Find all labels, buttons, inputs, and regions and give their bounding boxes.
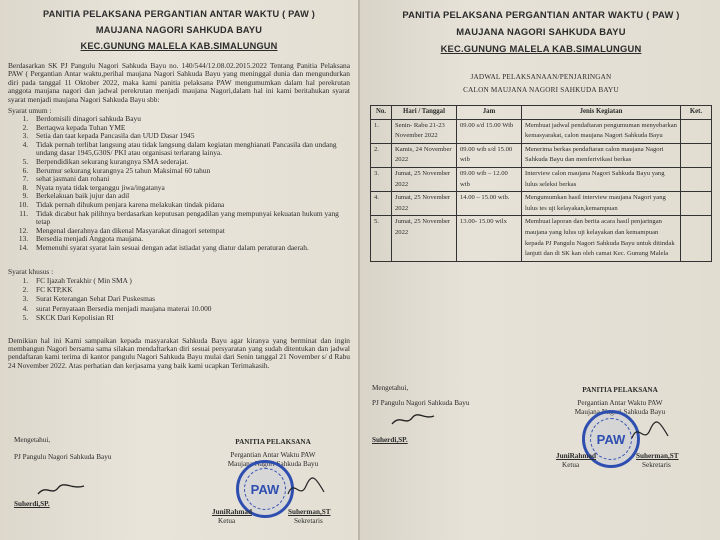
pj-name: Suherdi,SP. (14, 500, 50, 508)
syarat-umum-label: Syarat umum : (8, 106, 52, 116)
right-header (370, 6, 712, 57)
signature-mark (630, 418, 670, 446)
table-header-row (371, 106, 712, 120)
ketua-name: JuniRahmad (556, 452, 596, 460)
intro-paragraph: Berdasarkan SK PJ Pangulu Nagori Sahkuda Bayu no. 140/544/12.08.02.2015.2022 Tentang Panitia Pelaksana PAW ( Pergantian Antar waktu,perihal maujana Nagori Sahkuda Bayu yang meninggal dunia dan mengundurkan diri pada tanggal 11 Oktober 2022, maka kami panitia pelaksana PAW mengumumkan dalam hal perekrutan anggota maujana nagori dan jadwal perekrutan menjadi maujana Nagori,dalam hal ini kami beritahukan syarat syarat menjadi maujana Nagori Sahkuda Bayu sbb: (8, 61, 350, 104)
mengetahui-label: Mengetahui, (14, 436, 51, 444)
panitia-title: PANITIA PELAKSANA (582, 386, 658, 394)
list-item: 2. Bertaqwa kepada Tuhan YME (30, 124, 350, 133)
mengetahui-label: Mengetahui, (372, 384, 409, 392)
col-hari: Hari / Tanggal (392, 106, 457, 120)
pj-title: PJ Pangulu Nagori Sahkuda Bayu (14, 453, 112, 461)
ketua-block (556, 452, 596, 470)
cell-jam: 14.00 – 15.00 wib. (457, 192, 522, 216)
right-page (360, 0, 720, 540)
org-title: PANITIA PELAKSANA PERGANTIAN ANTAR WAKTU ( PAW ) (43, 9, 315, 19)
list-item: 11. Tidak dicabut hak pilihnya berdasarkan keputusan pengadilan yang mempunyai kekuatan hukum yang tetap (30, 210, 350, 227)
list-item: 2. FC KTP,KK (30, 285, 350, 294)
table-row (371, 119, 712, 143)
org-subtitle: MAUJANA NAGORI SAHKUDA BAYU (95, 25, 263, 35)
signature-mark (36, 480, 86, 498)
list-item: 7. sehat jasmani dan rohani (30, 175, 350, 184)
col-kegiatan: Jenis Kegiatan (522, 106, 681, 120)
right-mengetahui-block (372, 384, 469, 445)
cell-hari: Jumat, 25 November 2022 (392, 167, 457, 191)
ketua-label: Ketua (218, 517, 236, 525)
list-item: 8. Nyata nyata tidak terganggu jiwa/ingatanya (30, 184, 350, 193)
cell-no: 3. (371, 167, 392, 191)
col-jam: Jam (457, 106, 522, 120)
cell-kegiatan: Menerima berkas pendaftaran calon maujana Nagori Sahkuda Bayu dan menferivikasi berkas (522, 143, 681, 167)
sekretaris-name: Suherman,ST (288, 508, 331, 516)
org-subtitle: MAUJANA NAGORI SAHKUDA BAYU (456, 26, 626, 37)
list-item: 14. Memenuhi syarat syarat lain sesuai dengan adat istiadat yang diatur dalam peraturan daerah. (30, 244, 350, 253)
table-row (371, 167, 712, 191)
table-row (371, 216, 712, 261)
ketua-block (212, 508, 252, 526)
list-item: 3. Setia dan taat kepada Pancasila dan UUD Dasar 1945 (30, 132, 350, 141)
sekretaris-label: Sekretaris (642, 461, 671, 469)
paw-stamp: PAW (582, 410, 640, 468)
list-item: 5. Berpendidikan sekurang kurangnya SMA sederajat. (30, 158, 350, 167)
org-location: KEC.GUNUNG MALELA KAB.SIMALUNGUN (440, 43, 642, 54)
cell-ket (681, 143, 712, 167)
cell-ket (681, 216, 712, 261)
list-item: 12. Mengenal daerahnya dan dikenal Masyarakat dinagori setempat (30, 227, 350, 236)
cell-hari: Kamis, 24 November 2022 (392, 143, 457, 167)
schedule-title-line-2: CALON MAUJANA NAGORI SAHKUDA BAYU (463, 86, 619, 94)
cell-ket (681, 119, 712, 143)
sekretaris-label: Sekretaris (294, 517, 323, 525)
sekretaris-block (288, 508, 331, 526)
cell-kegiatan: Membuat jadwal pendaftaran pengumuman menyebarkan kemasyarakat, calon maujana Nagori Sahkuda Bayu (522, 119, 681, 143)
syarat-khusus-label: Syarat khusus : (8, 266, 54, 276)
cell-kegiatan: Interview calon maujana Nagori Sahkuda Bayu yang lulus seleksi berkas (522, 167, 681, 191)
ketua-label: Ketua (562, 461, 580, 469)
pj-name: Suherdi,SP. (372, 436, 408, 444)
left-mengetahui-block (14, 436, 111, 509)
panitia-subtitle-1: Pergantian Antar Waktu PAW (577, 399, 663, 407)
list-item: 1. FC Ijazah Terakhir ( Min SMA ) (30, 276, 350, 285)
cell-hari: Jumat, 25 November 2022 (392, 192, 457, 216)
list-item: 6. Berumur sekurang kurangnya 25 tahun Maksimal 60 tahun (30, 167, 350, 176)
cell-kegiatan: Membuat laporan dan berita acara hasil penjaringan maujana yang lulus uji kelayakan dan kemampuan kepada PJ Pangulu Nagori Sahkuda Bayu untuk ditindak lanjuti dan di SK kan oleh camat Kec. Gunung Malela (522, 216, 681, 261)
cell-no: 2. (371, 143, 392, 167)
list-item: 5. SKCK Dari Kepolisian RI (30, 313, 350, 322)
pj-title: PJ Pangulu Nagori Sahkuda Bayu (372, 399, 470, 407)
closing-paragraph: Demikian hal ini Kami sampaikan kepada masyarakat Sahkuda Bayu agar kiranya yang berminat dan ingin membangun Nagori bersama sama silakan mendaftarkan diri sesuai persyaratan yang sudah ditentukan dan jadwal pendaftaran kami terima di kantor pangulu Nagori Sahkuda Bayu mulai dari Senin tanggal 21 November s/ d Rabu 24 November 2022. Atas perhatian dan kerjasama yang baik kami ucapkan Terimakasih. (8, 335, 350, 370)
list-item: 3. Surat Keterangan Sehat Dari Puskesmas (30, 294, 350, 303)
cell-hari: Senin- Rabu 21-23 November 2022 (392, 119, 457, 143)
col-no: No. (371, 106, 392, 120)
list-item: 4. surat Pernyataan Bersedia menjadi maujana materai 10.000 (30, 304, 350, 313)
cell-jam: 09.00 wib – 12.00 wib (457, 167, 522, 191)
cell-no: 4. (371, 192, 392, 216)
panitia-title: PANITIA PELAKSANA (235, 438, 311, 446)
signature-mark (390, 412, 436, 428)
schedule-title (370, 71, 712, 97)
list-item: 13. Bersedia menjadi Anggota maujana. (30, 235, 350, 244)
org-title: PANITIA PELAKSANA PERGANTIAN ANTAR WAKTU ( PAW ) (402, 9, 680, 20)
panitia-subtitle-2: Maujana Nagori Sahkuda Bayu (227, 460, 319, 468)
list-item: 1. Berdomisili dinagori sahkuda Bayu (30, 115, 350, 124)
signature-mark (286, 474, 326, 502)
cell-jam: 09.00 s/d 15.00 Wib (457, 119, 522, 143)
schedule-body (371, 119, 712, 261)
paw-stamp: PAW (236, 460, 294, 518)
syarat-khusus-list (8, 276, 350, 323)
list-item: 4. Tidak pernah terlibat langsung atau tidak langsung dalam kegiatan menghianati Pancasila dan undang undang dasar 1945,G30S/ PKI atau organisasi terlarang lainya. (30, 141, 350, 158)
sekretaris-name: Suherman,ST (636, 452, 679, 460)
table-row (371, 192, 712, 216)
table-row (371, 143, 712, 167)
cell-no: 1. (371, 119, 392, 143)
cell-ket (681, 192, 712, 216)
syarat-umum-list (8, 115, 350, 253)
panitia-subtitle-1: Pergantian Antar Waktu PAW (230, 451, 316, 459)
cell-ket (681, 167, 712, 191)
panitia-subtitle-2: Maujana Nagori Sahkuda Bayu (574, 408, 666, 416)
left-page (0, 0, 358, 540)
cell-kegiatan: Mengumumkan hasil interview maujana Nagori yang lulus tes uji kelayakan,kemampuan (522, 192, 681, 216)
cell-no: 5. (371, 216, 392, 261)
cell-jam: 13.00- 15.00 wilx (457, 216, 522, 261)
list-item: 10. Tidak pernah dihukum penjara karena melakukan tindak pidana (30, 201, 350, 210)
org-location: KEC.GUNUNG MALELA KAB.SIMALUNGUN (80, 41, 278, 51)
col-ket: Ket. (681, 106, 712, 120)
ketua-name: JuniRahmad (212, 508, 252, 516)
schedule-table (370, 105, 712, 262)
schedule-title-line-1: JADWAL PELAKSANAAN/PENJARINGAN (470, 73, 612, 81)
cell-jam: 09.00 wib s/d 15.00 wib (457, 143, 522, 167)
sekretaris-block (636, 452, 679, 470)
cell-hari: Jumat, 25 November 2022 (392, 216, 457, 261)
left-header (8, 6, 350, 54)
list-item: 9. Berkelakuan baik jujur dan adil (30, 192, 350, 201)
